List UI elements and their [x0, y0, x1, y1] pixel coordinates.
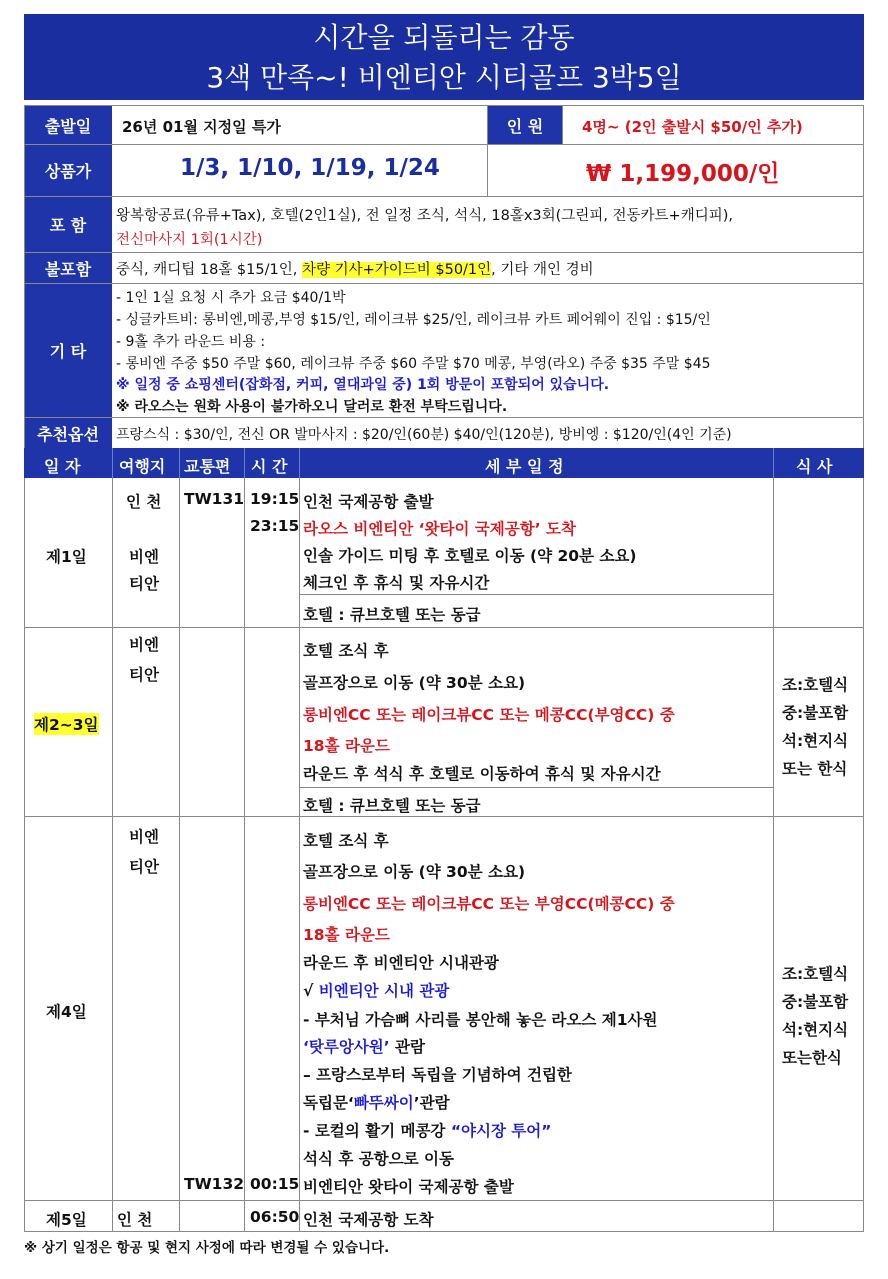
header-time: 시 간: [251, 457, 288, 476]
header-day: 일 자: [44, 457, 81, 476]
day4-label: 제4일: [46, 1003, 87, 1021]
day4-detail-10: [303, 1091, 450, 1113]
day4-detail-11-head: - 로컬의 활기 메콩강: [303, 1122, 451, 1140]
exclude-highlight: 차량 기사+가이드비 $50/1인: [301, 262, 492, 278]
day4-detail-10-tail: ’관람: [413, 1094, 450, 1112]
day4-detail-10-head: 독립문‘: [303, 1094, 354, 1112]
day5-time: 06:50: [250, 1208, 300, 1226]
day4-meal-4: 또는한식: [782, 1049, 842, 1067]
etc-line-3: - 9홀 추가 라운드 비용 :: [116, 334, 266, 350]
day5-label: 제5일: [46, 1211, 87, 1229]
day4-meal-3: 석:현지식: [782, 1021, 849, 1039]
day1-time-1: 19:15: [250, 490, 300, 508]
include-line-1: 왕복항공료(유류+Tax), 호텔(2인1실), 전 일정 조식, 석식, 18홀x3회(그린피, 전동카트+캐디피),: [116, 208, 733, 224]
day23-detail-2: 골프장으로 이동 (약 30분 소요): [303, 674, 526, 692]
exclude-part-3: , 기타 개인 경비: [491, 262, 594, 278]
people-label: 인 원: [488, 106, 562, 144]
title-line-1: 시간을 되돌리는 감동: [313, 21, 575, 54]
exclude-label: 불포함: [24, 253, 112, 283]
day4-meal-2: 중:불포함: [782, 993, 849, 1011]
day4-detail-4: 18홀 라운드: [303, 926, 390, 944]
day4-detail-11: [303, 1119, 551, 1141]
day1-flight: TW131: [184, 490, 245, 508]
day23-meal-1: 조:호텔식: [782, 676, 849, 694]
day4-meal-1: 조:호텔식: [782, 965, 849, 983]
day23-label: 제2~3일: [34, 713, 99, 735]
day23-detail-1: 호텔 조식 후: [303, 642, 389, 660]
etc-shopping-note: ※ 일정 중 쇼핑센터(잡화점, 커피, 열대과일 중) 1회 방문이 포함되어 있습니다.: [116, 377, 610, 393]
day4-place-b: 티안: [129, 858, 159, 876]
exclude-value: [116, 258, 594, 279]
price-label: 상품가: [24, 145, 112, 196]
day4-detail-2: 골프장으로 이동 (약 30분 소요): [303, 863, 526, 881]
day23-detail-4: 18홀 라운드: [303, 737, 390, 755]
header-place: 여행지: [119, 457, 166, 476]
footer-note: ※ 상기 일정은 항공 및 현지 사정에 따라 변경될 수 있습니다.: [24, 1240, 390, 1256]
day1-detail-3: 인솔 가이드 미팅 후 호텔로 이동 (약 20분 소요): [303, 547, 637, 565]
day4-detail-8: [303, 1035, 425, 1057]
day23-place-b: 티안: [129, 666, 159, 684]
day23-meal-3: 석:현지식: [782, 732, 849, 750]
day4-detail-1: 호텔 조식 후: [303, 832, 389, 850]
etc-label: 기 타: [24, 284, 112, 417]
option-value: 프랑스식 : $30/인, 전신 OR 발마사지 : $20/인(60분) $40/인(120분), 방비엥 : $120/인(4인 기준): [116, 427, 732, 443]
day4-night-market: “야시장 투어”: [450, 1122, 552, 1140]
title-banner: [24, 14, 864, 100]
etc-line-1: - 1인 1실 요청 시 추가 요금 $40/1박: [116, 290, 346, 306]
day1-detail-4: 체크인 후 휴식 및 자유시간: [303, 574, 490, 592]
day23-detail-3: 롱비엔CC 또는 레이크뷰CC 또는 메콩CC(부영CC) 중: [303, 706, 675, 724]
day4-flight: TW132: [184, 1175, 245, 1193]
day4-city-tour: 비엔티안 시내 관광: [318, 982, 450, 1000]
day23-meal-2: 중:불포함: [782, 704, 849, 722]
day1-place-vientiane-a: 비엔: [129, 548, 159, 566]
day1-detail-2: 라오스 비엔티안 ‘왓타이 국제공항’ 도착: [303, 520, 576, 538]
day4-detail-13: 비엔티안 왓타이 국제공항 출발: [303, 1178, 514, 1196]
price-value: ₩ 1,199,000/인: [586, 161, 780, 187]
day5-place: 인 천: [117, 1211, 153, 1229]
day4-detail-7: - 부처님 가슴뼈 사리를 봉안해 놓은 라오스 제1사원: [303, 1011, 658, 1029]
day1-label: 제1일: [46, 548, 87, 566]
day4-thatluang: ‘탓루앙사원’: [303, 1038, 390, 1056]
include-line-2: 전신마사지 1회(1시간): [116, 232, 263, 248]
day23-place-a: 비엔: [129, 636, 159, 654]
day4-patuxai: 빠뚜싸이: [353, 1094, 414, 1112]
header-meal: 식 사: [796, 457, 833, 476]
depart-value: 26년 01월 지정일 특가: [122, 118, 281, 136]
header-detail: 세 부 일 정: [485, 457, 564, 476]
day23-detail-5: 라운드 후 석식 후 호텔로 이동하여 휴식 및 자유시간: [303, 765, 661, 783]
day4-place-a: 비엔: [129, 828, 159, 846]
day1-detail-1: 인천 국제공항 출발: [303, 493, 434, 511]
day23-meal-4: 또는 한식: [782, 760, 848, 778]
include-label: 포 함: [24, 197, 112, 252]
option-label: 추천옵션: [24, 418, 112, 448]
header-transport: 교통편: [184, 457, 231, 476]
day1-time-2: 23:15: [250, 517, 300, 535]
day1-hotel: 호텔 : 큐브호텔 또는 동급: [303, 606, 481, 624]
exclude-part-1: 중식, 캐디팁 18홀 $15/1인,: [116, 262, 302, 278]
day4-detail-3: 롱비엔CC 또는 레이크뷰CC 또는 부영CC(메콩CC) 중: [303, 895, 675, 913]
etc-currency-note: ※ 라오스는 원화 사용이 불가하오니 달러로 환전 부탁드립니다.: [116, 399, 508, 415]
check-icon: √: [303, 982, 319, 1000]
day4-detail-9: – 프랑스로부터 독립을 기념하여 건립한: [303, 1066, 572, 1084]
day23-hotel: 호텔 : 큐브호텔 또는 동급: [303, 797, 481, 815]
depart-label: 출발일: [24, 106, 112, 144]
etc-line-4: - 롱비엔 주중 $50 주말 $60, 레이크뷰 주중 $60 주말 $70 메콩, 부영(라오) 주중 $35 주말 $45: [116, 356, 711, 372]
etc-line-2: - 싱글카트비: 롱비엔,메콩,부영 $15/인, 레이크뷰 $25/인, 레이크뷰 카트 페어웨이 진입 : $15/인: [116, 312, 711, 328]
day5-detail-1: 인천 국제공항 도착: [303, 1211, 434, 1229]
title-line-2: 3색 만족~! 비엔티안 시티골프 3박5일: [206, 61, 682, 94]
price-dates: 1/3, 1/10, 1/19, 1/24: [180, 155, 440, 181]
day4-time: 00:15: [250, 1175, 300, 1193]
day1-place-vientiane-b: 티안: [129, 575, 159, 593]
people-value: 4명~ (2인 출발시 $50/인 추가): [582, 118, 803, 136]
day1-place-incheon: 인 천: [126, 493, 162, 511]
day4-detail-8-tail: 관람: [389, 1038, 425, 1056]
day4-detail-5: 라운드 후 비엔티안 시내관광: [303, 954, 499, 972]
day4-detail-12: 석식 후 공항으로 이동: [303, 1150, 454, 1168]
day4-detail-6: [303, 979, 449, 1001]
